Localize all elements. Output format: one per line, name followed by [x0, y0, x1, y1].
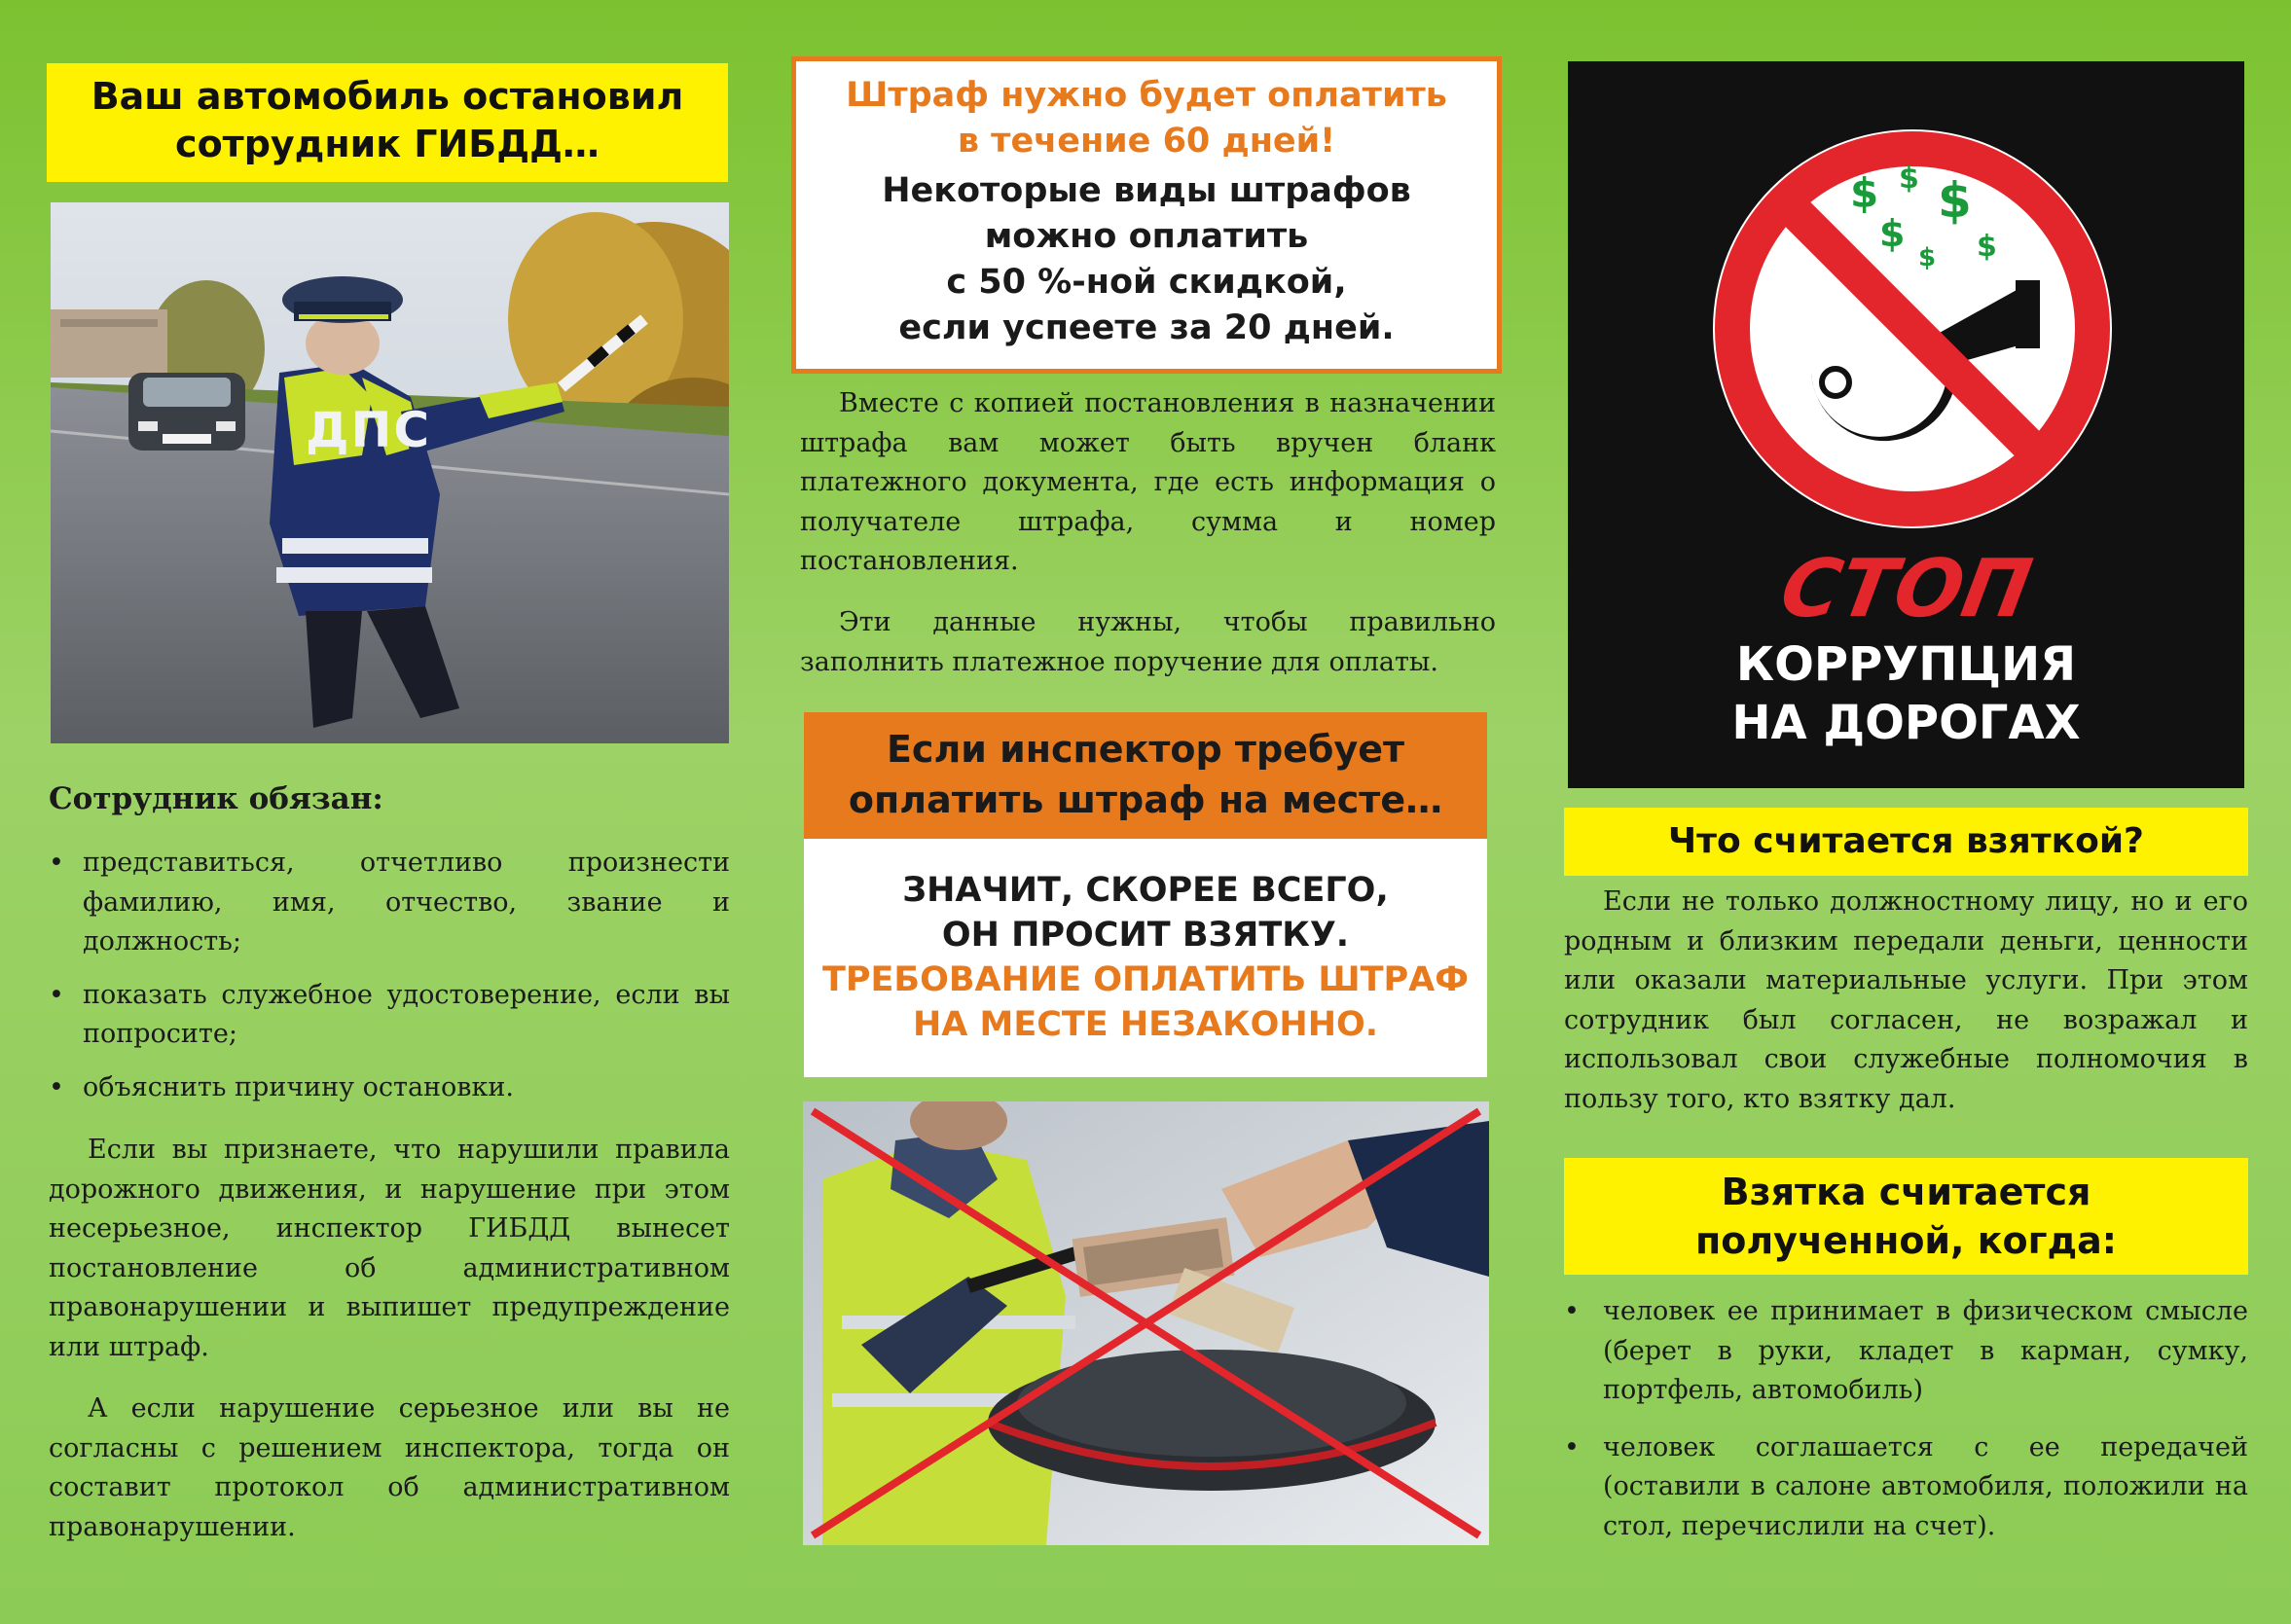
fine-discount-line-2: можно оплатить: [984, 217, 1309, 256]
bribe-question-header: [1564, 808, 2248, 876]
inspector-box: [804, 712, 1487, 1077]
svg-text:$: $: [1899, 162, 1919, 196]
officer-photo: [51, 202, 729, 743]
duty-item: • показать служебное удостоверение, если вы попросите;: [49, 976, 730, 1055]
mid-para-2: Эти данные нужны, чтобы правильно заполнить платежное поручение для оплаты.: [800, 607, 1496, 677]
duty-item: • представиться, отчетливо произнести фамилию, имя, отчество, звание и должность;: [49, 844, 730, 962]
svg-text:$: $: [1850, 169, 1879, 217]
left-para-2: А если нарушение серьезное или вы не согласны с решением инспектора, тогда он составит протокол об административном правонарушении.: [49, 1393, 730, 1542]
poster-title-2: НА ДОРОГАХ: [1731, 696, 2081, 750]
bribe-photo: [803, 1101, 1489, 1545]
inspector-box-body: [804, 839, 1487, 1047]
left-para-1: Если вы признаете, что нарушили правила дорожного движения, и нарушение при этом несерьезное, инспектор ГИБДД вынесет постановление об административном правонарушении и выпишет предупреждение или штраф.: [49, 1135, 730, 1362]
bribe-warning-2: ОН ПРОСИТ ВЗЯТКУ.: [941, 916, 1350, 955]
bribe-photo-illustration: [803, 1101, 1489, 1545]
middle-column: [788, 0, 1499, 1624]
left-column: [44, 0, 730, 1624]
duties-list: [49, 844, 730, 1107]
duties-title: Сотрудник обязан:: [49, 781, 383, 816]
illegal-notice-1: ТРЕБОВАНИЕ ОПЛАТИТЬ ШТРАФ: [822, 960, 1469, 999]
fine-discount-line-1: Некоторые виды штрафов: [882, 171, 1411, 210]
svg-text:$: $: [1879, 212, 1906, 255]
duty-item: • объяснить причину остановки.: [49, 1068, 730, 1108]
left-header: [47, 63, 728, 182]
bribe-warning-1: ЗНАЧИТ, СКОРЕЕ ВСЕГО,: [902, 871, 1389, 910]
received-item: • человек соглашается с ее передачей (оставили в салоне автомобиля, положили на стол, перечислили на счет).: [1564, 1428, 2248, 1547]
fine-discount-line-4: если успеете за 20 дней.: [898, 308, 1395, 347]
right-column: [1562, 0, 2248, 1624]
inspector-title-2: оплатить штраф на месте…: [848, 778, 1443, 821]
stop-corruption-poster: [1568, 61, 2244, 788]
bribe-received-line-2: полученной, когда:: [1694, 1219, 2117, 1262]
inspector-title-1: Если инспектор требует: [886, 728, 1405, 771]
fine-discount-line-3: с 50 %-ной скидкой,: [946, 263, 1347, 302]
officer-photo-illustration: [51, 202, 729, 743]
stop-word: СТОП: [1773, 543, 2039, 635]
illegal-notice-2: НА МЕСТЕ НЕЗАКОННО.: [912, 1005, 1379, 1044]
bribe-question-text: Что считается взяткой?: [1668, 821, 2144, 861]
no-whistle-sign-icon: [1568, 61, 2244, 567]
bribe-received-header: [1564, 1158, 2248, 1275]
svg-text:$: $: [1938, 172, 1972, 229]
left-header-text: Ваш автомобиль остановил сотрудник ГИБДД…: [91, 75, 684, 165]
svg-text:$: $: [1918, 243, 1937, 272]
inspector-box-header: [804, 712, 1487, 839]
bribe-definition: Если не только должностному лицу, но и его родным и близким передали деньги, ценности или оказали материальные услуги. При этом сотрудник был согласен, не возражал и использовал свои служебные полномочия в пользу того, кто взятку дал.: [1564, 886, 2248, 1114]
fine-box: [791, 56, 1502, 374]
fine-deadline: Штраф нужно будет оплатить в течение 60 дней!: [846, 76, 1447, 161]
mid-para-1: Вместе с копией постановления в назначении штрафа вам может быть вручен бланк платежного документа, где есть информация о получателе штрафа, сумма и номер постановления.: [800, 388, 1496, 576]
poster-title-1: КОРРУПЦИЯ: [1735, 637, 2077, 692]
received-item: • человек ее принимает в физическом смысле (берет в руки, кладет в карман, сумку, портфель, автомобиль): [1564, 1292, 2248, 1411]
bribe-received-line-1: Взятка считается: [1721, 1171, 2091, 1213]
svg-text:$: $: [1977, 230, 1997, 264]
bribe-received-list: [1564, 1292, 2248, 1546]
dps-badge: ДПС: [306, 402, 432, 458]
